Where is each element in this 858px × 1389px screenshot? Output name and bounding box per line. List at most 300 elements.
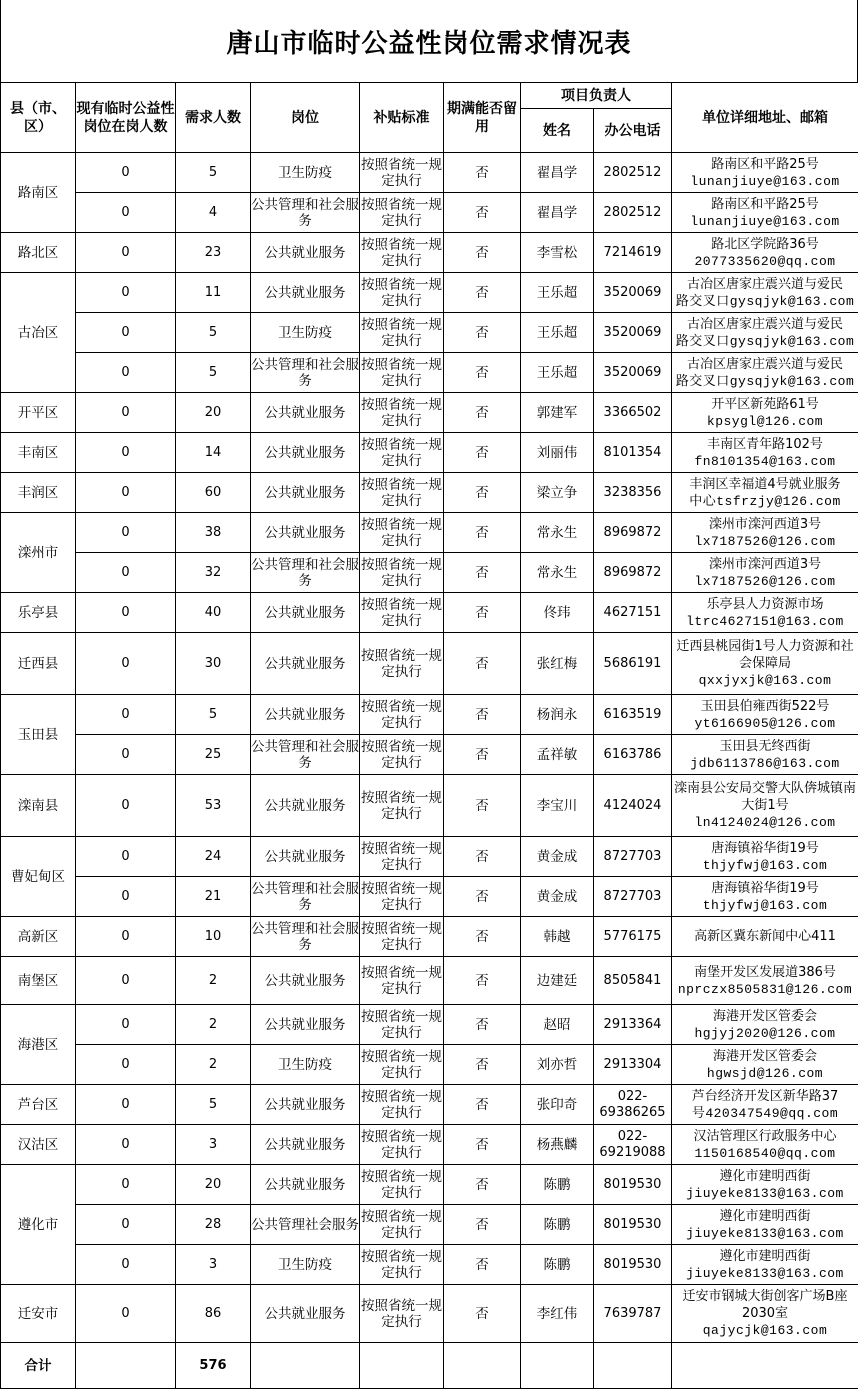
table-row: [1, 1045, 858, 1085]
address-text: 滦州市滦河西道3号: [672, 516, 858, 533]
subsidy-cell: 按照省统一规定执行: [360, 917, 444, 957]
subsidy-cell: 按照省统一规定执行: [360, 513, 444, 553]
position-cell: 公共管理和社会服务: [251, 353, 360, 393]
demand-count-cell: 40: [176, 593, 251, 633]
demand-count-cell: 14: [176, 433, 251, 473]
subsidy-cell: 按照省统一规定执行: [360, 633, 444, 695]
leader-phone-cell: 7639787: [594, 1285, 672, 1343]
address-text: 南堡开发区发展道386号: [672, 964, 858, 981]
address-cell: [672, 1285, 858, 1343]
position-cell: 公共就业服务: [251, 513, 360, 553]
demand-count-cell: 2: [176, 1045, 251, 1085]
position-cell: 卫生防疫: [251, 1245, 360, 1285]
position-cell: 公共就业服务: [251, 273, 360, 313]
leader-phone-cell: 3520069: [594, 353, 672, 393]
current-count-cell: 0: [76, 593, 176, 633]
position-cell: 卫生防疫: [251, 153, 360, 193]
retain-cell: 否: [444, 957, 521, 1005]
county-cell: 迁安市: [1, 1285, 76, 1343]
county-cell: 高新区: [1, 917, 76, 957]
total-empty-cell: [521, 1343, 594, 1389]
retain-cell: 否: [444, 433, 521, 473]
county-cell: 芦台区: [1, 1085, 76, 1125]
leader-name-cell: 常永生: [521, 553, 594, 593]
table-body: [1, 153, 858, 1389]
current-count-cell: 0: [76, 1125, 176, 1165]
current-count-cell: 0: [76, 695, 176, 735]
leader-name-cell: 陈鹏: [521, 1245, 594, 1285]
email-text: 1150168540@qq.com: [672, 1145, 858, 1162]
leader-name-cell: 陈鹏: [521, 1165, 594, 1205]
county-cell: 乐亭县: [1, 593, 76, 633]
demand-count-cell: 11: [176, 273, 251, 313]
demand-count-cell: 2: [176, 1005, 251, 1045]
demand-count-cell: 86: [176, 1285, 251, 1343]
current-count-cell: 0: [76, 353, 176, 393]
position-cell: 公共管理和社会服务: [251, 553, 360, 593]
email-text: lunanjiuye@163.com: [672, 173, 858, 190]
subsidy-cell: 按照省统一规定执行: [360, 735, 444, 775]
address-text: 遵化市建明西街: [672, 1248, 858, 1265]
position-cell: 卫生防疫: [251, 1045, 360, 1085]
leader-phone-cell: 8969872: [594, 513, 672, 553]
table-row: [1, 1165, 858, 1205]
table-row: [1, 473, 858, 513]
position-cell: 公共就业服务: [251, 433, 360, 473]
email-text: hgjyj2020@126.com: [672, 1025, 858, 1042]
address-cell: [672, 1165, 858, 1205]
email-text: fn8101354@163.com: [672, 453, 858, 470]
table-row: [1, 153, 858, 193]
email-text: 路交叉口gysqjyk@163.com: [672, 373, 858, 390]
address-text: 玉田县伯雍西街522号: [672, 698, 858, 715]
address-cell: [672, 513, 858, 553]
table-row: [1, 957, 858, 1005]
table-row: [1, 593, 858, 633]
address-text: 遵化市建明西街: [672, 1168, 858, 1185]
email-text: qajycjk@163.com: [672, 1322, 858, 1339]
demand-count-cell: 5: [176, 695, 251, 735]
leader-phone-cell: 5686191: [594, 633, 672, 695]
retain-cell: 否: [444, 553, 521, 593]
retain-cell: 否: [444, 1205, 521, 1245]
county-cell: 路南区: [1, 153, 76, 233]
demand-count-cell: 3: [176, 1125, 251, 1165]
table-row: [1, 233, 858, 273]
subsidy-cell: 按照省统一规定执行: [360, 957, 444, 1005]
leader-name-cell: 李红伟: [521, 1285, 594, 1343]
position-cell: 公共就业服务: [251, 1125, 360, 1165]
address-cell: [672, 473, 858, 513]
demand-count-cell: 23: [176, 233, 251, 273]
address-text: 丰南区青年路102号: [672, 436, 858, 453]
retain-cell: 否: [444, 193, 521, 233]
retain-cell: 否: [444, 593, 521, 633]
leader-name-cell: 郭建军: [521, 393, 594, 433]
total-demand: 576: [176, 1343, 251, 1389]
leader-name-cell: 李雪松: [521, 233, 594, 273]
leader-name-cell: 梁立争: [521, 473, 594, 513]
county-cell: 曹妃甸区: [1, 837, 76, 917]
table-row: [1, 1085, 858, 1125]
retain-cell: 否: [444, 1085, 521, 1125]
email-text: lunanjiuye@163.com: [672, 213, 858, 230]
email-text: hgwsjd@126.com: [672, 1065, 858, 1082]
total-label: 合计: [1, 1343, 76, 1389]
current-count-cell: 0: [76, 775, 176, 837]
table-row: [1, 1005, 858, 1045]
subsidy-cell: 按照省统一规定执行: [360, 877, 444, 917]
address-cell: [672, 695, 858, 735]
leader-phone-cell: 8101354: [594, 433, 672, 473]
subsidy-cell: 按照省统一规定执行: [360, 1165, 444, 1205]
leader-name-cell: 张红梅: [521, 633, 594, 695]
address-cell: [672, 917, 858, 957]
address-text: 滦州市滦河西道3号: [672, 556, 858, 573]
leader-phone-cell: 8019530: [594, 1165, 672, 1205]
current-count-cell: 0: [76, 1085, 176, 1125]
position-cell: 公共管理和社会服务: [251, 193, 360, 233]
leader-name-cell: 刘亦哲: [521, 1045, 594, 1085]
subsidy-cell: 按照省统一规定执行: [360, 1205, 444, 1245]
email-text: jiuyeke8133@163.com: [672, 1265, 858, 1282]
leader-name-cell: 黄金成: [521, 877, 594, 917]
position-cell: 公共管理社会服务: [251, 1205, 360, 1245]
retain-cell: 否: [444, 1005, 521, 1045]
table-row: [1, 393, 858, 433]
subsidy-cell: 按照省统一规定执行: [360, 1125, 444, 1165]
demand-count-cell: 5: [176, 1085, 251, 1125]
current-count-cell: 0: [76, 1285, 176, 1343]
leader-phone-cell: 2913304: [594, 1045, 672, 1085]
county-cell: 遵化市: [1, 1165, 76, 1285]
leader-name-cell: 王乐超: [521, 273, 594, 313]
current-count-cell: 0: [76, 957, 176, 1005]
address-text: 路南区和平路25号: [672, 196, 858, 213]
address-cell: [672, 1045, 858, 1085]
leader-name-cell: 王乐超: [521, 353, 594, 393]
demand-count-cell: 20: [176, 393, 251, 433]
leader-phone-cell: 3238356: [594, 473, 672, 513]
county-cell: 玉田县: [1, 695, 76, 775]
position-cell: 公共管理和社会服务: [251, 877, 360, 917]
leader-phone-cell: 2802512: [594, 153, 672, 193]
position-cell: 公共就业服务: [251, 695, 360, 735]
retain-cell: 否: [444, 1165, 521, 1205]
address-text: 丰润区幸福道4号就业服务: [672, 476, 858, 493]
address-text: 迁西县桃园街1号人力资源和社会保障局: [672, 638, 858, 672]
header-current: 现有临时公益性岗位在岗人数: [76, 83, 176, 153]
leader-phone-cell: 8969872: [594, 553, 672, 593]
address-cell: [672, 1005, 858, 1045]
header-demand: 需求人数: [176, 83, 251, 153]
subsidy-cell: 按照省统一规定执行: [360, 837, 444, 877]
leader-phone-cell: 6163519: [594, 695, 672, 735]
leader-name-cell: 陈鹏: [521, 1205, 594, 1245]
address-cell: [672, 353, 858, 393]
current-count-cell: 0: [76, 473, 176, 513]
current-count-cell: 0: [76, 735, 176, 775]
address-cell: [672, 313, 858, 353]
subsidy-cell: 按照省统一规定执行: [360, 393, 444, 433]
current-count-cell: 0: [76, 1165, 176, 1205]
header-address: 单位详细地址、邮箱: [672, 83, 858, 153]
address-cell: [672, 735, 858, 775]
subsidy-cell: 按照省统一规定执行: [360, 553, 444, 593]
county-cell: 汉沽区: [1, 1125, 76, 1165]
subsidy-cell: 按照省统一规定执行: [360, 313, 444, 353]
position-cell: 卫生防疫: [251, 313, 360, 353]
subsidy-cell: 按照省统一规定执行: [360, 233, 444, 273]
demand-count-cell: 24: [176, 837, 251, 877]
leader-name-cell: 翟昌学: [521, 193, 594, 233]
retain-cell: 否: [444, 513, 521, 553]
leader-name-cell: 赵昭: [521, 1005, 594, 1045]
total-empty-cell: [672, 1343, 858, 1389]
demand-count-cell: 30: [176, 633, 251, 695]
header-county: 县（市、区）: [1, 83, 76, 153]
subsidy-cell: 按照省统一规定执行: [360, 593, 444, 633]
leader-name-cell: 边建廷: [521, 957, 594, 1005]
position-cell: 公共就业服务: [251, 1165, 360, 1205]
current-count-cell: 0: [76, 877, 176, 917]
address-cell: [672, 1205, 858, 1245]
county-cell: 迁西县: [1, 633, 76, 695]
table-row: [1, 1245, 858, 1285]
header-retain: 期满能否留用: [444, 83, 521, 153]
retain-cell: 否: [444, 153, 521, 193]
address-text: 路南区和平路25号: [672, 156, 858, 173]
address-text: 芦台经济开发区新华路37: [672, 1088, 858, 1105]
leader-name-cell: 孟祥敏: [521, 735, 594, 775]
leader-phone-cell: 3366502: [594, 393, 672, 433]
demand-count-cell: 38: [176, 513, 251, 553]
total-empty-cell: [251, 1343, 360, 1389]
current-count-cell: 0: [76, 1005, 176, 1045]
table-row: [1, 917, 858, 957]
email-text: jiuyeke8133@163.com: [672, 1225, 858, 1242]
address-text: 古冶区唐家庄震兴道与爱民: [672, 276, 858, 293]
leader-phone-cell: 2802512: [594, 193, 672, 233]
address-text: 海港开发区管委会: [672, 1048, 858, 1065]
email-text: ltrc4627151@163.com: [672, 613, 858, 630]
leader-phone-cell: 3520069: [594, 313, 672, 353]
email-text: 中心tsfrzjy@126.com: [672, 493, 858, 510]
email-text: 号420347549@qq.com: [672, 1105, 858, 1122]
subsidy-cell: 按照省统一规定执行: [360, 1245, 444, 1285]
demand-count-cell: 53: [176, 775, 251, 837]
position-cell: 公共就业服务: [251, 837, 360, 877]
subsidy-cell: 按照省统一规定执行: [360, 273, 444, 313]
leader-phone-cell: 8019530: [594, 1245, 672, 1285]
table-row: [1, 695, 858, 735]
table-row: [1, 633, 858, 695]
address-cell: [672, 153, 858, 193]
subsidy-cell: 按照省统一规定执行: [360, 775, 444, 837]
address-text: 古冶区唐家庄震兴道与爱民: [672, 356, 858, 373]
demand-count-cell: 21: [176, 877, 251, 917]
email-text: 2077335620@qq.com: [672, 253, 858, 270]
demand-count-cell: 4: [176, 193, 251, 233]
leader-phone-cell: 5776175: [594, 917, 672, 957]
demand-count-cell: 10: [176, 917, 251, 957]
job-demand-table: [0, 82, 858, 1389]
current-count-cell: 0: [76, 917, 176, 957]
email-text: lx7187526@126.com: [672, 573, 858, 590]
demand-count-cell: 25: [176, 735, 251, 775]
email-text: 路交叉口gysqjyk@163.com: [672, 293, 858, 310]
leader-phone-cell: 022-69219088: [594, 1125, 672, 1165]
address-text: 迁安市钢城大街创客广场B座2030室: [672, 1288, 858, 1322]
table-row: [1, 1285, 858, 1343]
current-count-cell: 0: [76, 837, 176, 877]
retain-cell: 否: [444, 473, 521, 513]
position-cell: 公共就业服务: [251, 593, 360, 633]
position-cell: 公共就业服务: [251, 473, 360, 513]
retain-cell: 否: [444, 837, 521, 877]
address-text: 汉沽管理区行政服务中心: [672, 1128, 858, 1145]
table-row: [1, 433, 858, 473]
current-count-cell: 0: [76, 153, 176, 193]
county-cell: 海港区: [1, 1005, 76, 1085]
subsidy-cell: 按照省统一规定执行: [360, 695, 444, 735]
table-row: [1, 1125, 858, 1165]
header-leader-phone: 办公电话: [594, 109, 672, 153]
leader-phone-cell: 8727703: [594, 877, 672, 917]
email-text: kpsygl@126.com: [672, 413, 858, 430]
leader-phone-cell: 6163786: [594, 735, 672, 775]
retain-cell: 否: [444, 233, 521, 273]
leader-name-cell: 杨润永: [521, 695, 594, 735]
position-cell: 公共就业服务: [251, 957, 360, 1005]
retain-cell: 否: [444, 917, 521, 957]
leader-phone-cell: 3520069: [594, 273, 672, 313]
retain-cell: 否: [444, 633, 521, 695]
subsidy-cell: 按照省统一规定执行: [360, 1085, 444, 1125]
total-row: [1, 1343, 858, 1389]
address-cell: [672, 433, 858, 473]
email-text: ln4124024@126.com: [672, 814, 858, 831]
address-cell: [672, 633, 858, 695]
leader-phone-cell: 8505841: [594, 957, 672, 1005]
demand-count-cell: 5: [176, 353, 251, 393]
address-cell: [672, 233, 858, 273]
total-current-cell: [76, 1343, 176, 1389]
county-cell: 路北区: [1, 233, 76, 273]
retain-cell: 否: [444, 695, 521, 735]
header-position: 岗位: [251, 83, 360, 153]
table-row: [1, 1205, 858, 1245]
email-text: nprczx8505831@126.com: [672, 981, 858, 998]
leader-phone-cell: 8019530: [594, 1205, 672, 1245]
table-row: [1, 775, 858, 837]
table-row: [1, 513, 858, 553]
address-text: 路北区学院路36号: [672, 236, 858, 253]
current-count-cell: 0: [76, 1245, 176, 1285]
email-text: yt6166905@126.com: [672, 715, 858, 732]
subsidy-cell: 按照省统一规定执行: [360, 353, 444, 393]
leader-name-cell: 刘丽伟: [521, 433, 594, 473]
county-cell: 古冶区: [1, 273, 76, 393]
county-cell: 开平区: [1, 393, 76, 433]
leader-name-cell: 韩越: [521, 917, 594, 957]
leader-name-cell: 佟玮: [521, 593, 594, 633]
email-text: thjyfwj@163.com: [672, 897, 858, 914]
address-cell: [672, 553, 858, 593]
demand-count-cell: 28: [176, 1205, 251, 1245]
address-cell: [672, 193, 858, 233]
position-cell: 公共就业服务: [251, 393, 360, 433]
address-cell: [672, 877, 858, 917]
leader-name-cell: 黄金成: [521, 837, 594, 877]
page-title: 唐山市临时公益性岗位需求情况表: [0, 0, 858, 82]
county-cell: 滦南县: [1, 775, 76, 837]
demand-count-cell: 5: [176, 313, 251, 353]
current-count-cell: 0: [76, 1205, 176, 1245]
address-text: 开平区新苑路61号: [672, 396, 858, 413]
table-row: [1, 313, 858, 353]
subsidy-cell: 按照省统一规定执行: [360, 153, 444, 193]
demand-count-cell: 60: [176, 473, 251, 513]
address-text: 海港开发区管委会: [672, 1008, 858, 1025]
address-text: 玉田县无终西街: [672, 738, 858, 755]
demand-count-cell: 2: [176, 957, 251, 1005]
current-count-cell: 0: [76, 313, 176, 353]
retain-cell: 否: [444, 735, 521, 775]
subsidy-cell: 按照省统一规定执行: [360, 193, 444, 233]
leader-phone-cell: 2913364: [594, 1005, 672, 1045]
current-count-cell: 0: [76, 393, 176, 433]
subsidy-cell: 按照省统一规定执行: [360, 1005, 444, 1045]
leader-name-cell: 李宝川: [521, 775, 594, 837]
leader-phone-cell: 4627151: [594, 593, 672, 633]
email-text: jiuyeke8133@163.com: [672, 1185, 858, 1202]
header-leader-name: 姓名: [521, 109, 594, 153]
address-text: 唐海镇裕华街19号: [672, 840, 858, 857]
position-cell: 公共就业服务: [251, 775, 360, 837]
total-empty-cell: [444, 1343, 521, 1389]
current-count-cell: 0: [76, 273, 176, 313]
retain-cell: 否: [444, 393, 521, 433]
leader-phone-cell: 8727703: [594, 837, 672, 877]
retain-cell: 否: [444, 1245, 521, 1285]
current-count-cell: 0: [76, 193, 176, 233]
demand-count-cell: 3: [176, 1245, 251, 1285]
email-text: qxxjyxjk@163.com: [672, 672, 858, 689]
subsidy-cell: 按照省统一规定执行: [360, 1045, 444, 1085]
retain-cell: 否: [444, 1125, 521, 1165]
leader-name-cell: 王乐超: [521, 313, 594, 353]
leader-phone-cell: 7214619: [594, 233, 672, 273]
table-row: [1, 837, 858, 877]
address-cell: [672, 393, 858, 433]
address-cell: [672, 837, 858, 877]
position-cell: 公共就业服务: [251, 1085, 360, 1125]
address-cell: [672, 957, 858, 1005]
header-leader-group: 项目负责人: [521, 83, 672, 109]
leader-name-cell: 张印奇: [521, 1085, 594, 1125]
header-subsidy: 补贴标准: [360, 83, 444, 153]
leader-name-cell: 常永生: [521, 513, 594, 553]
current-count-cell: 0: [76, 233, 176, 273]
position-cell: 公共管理和社会服务: [251, 735, 360, 775]
address-cell: [672, 1085, 858, 1125]
address-text: 乐亭县人力资源市场: [672, 596, 858, 613]
retain-cell: 否: [444, 273, 521, 313]
retain-cell: 否: [444, 775, 521, 837]
county-cell: 滦州市: [1, 513, 76, 593]
demand-count-cell: 5: [176, 153, 251, 193]
